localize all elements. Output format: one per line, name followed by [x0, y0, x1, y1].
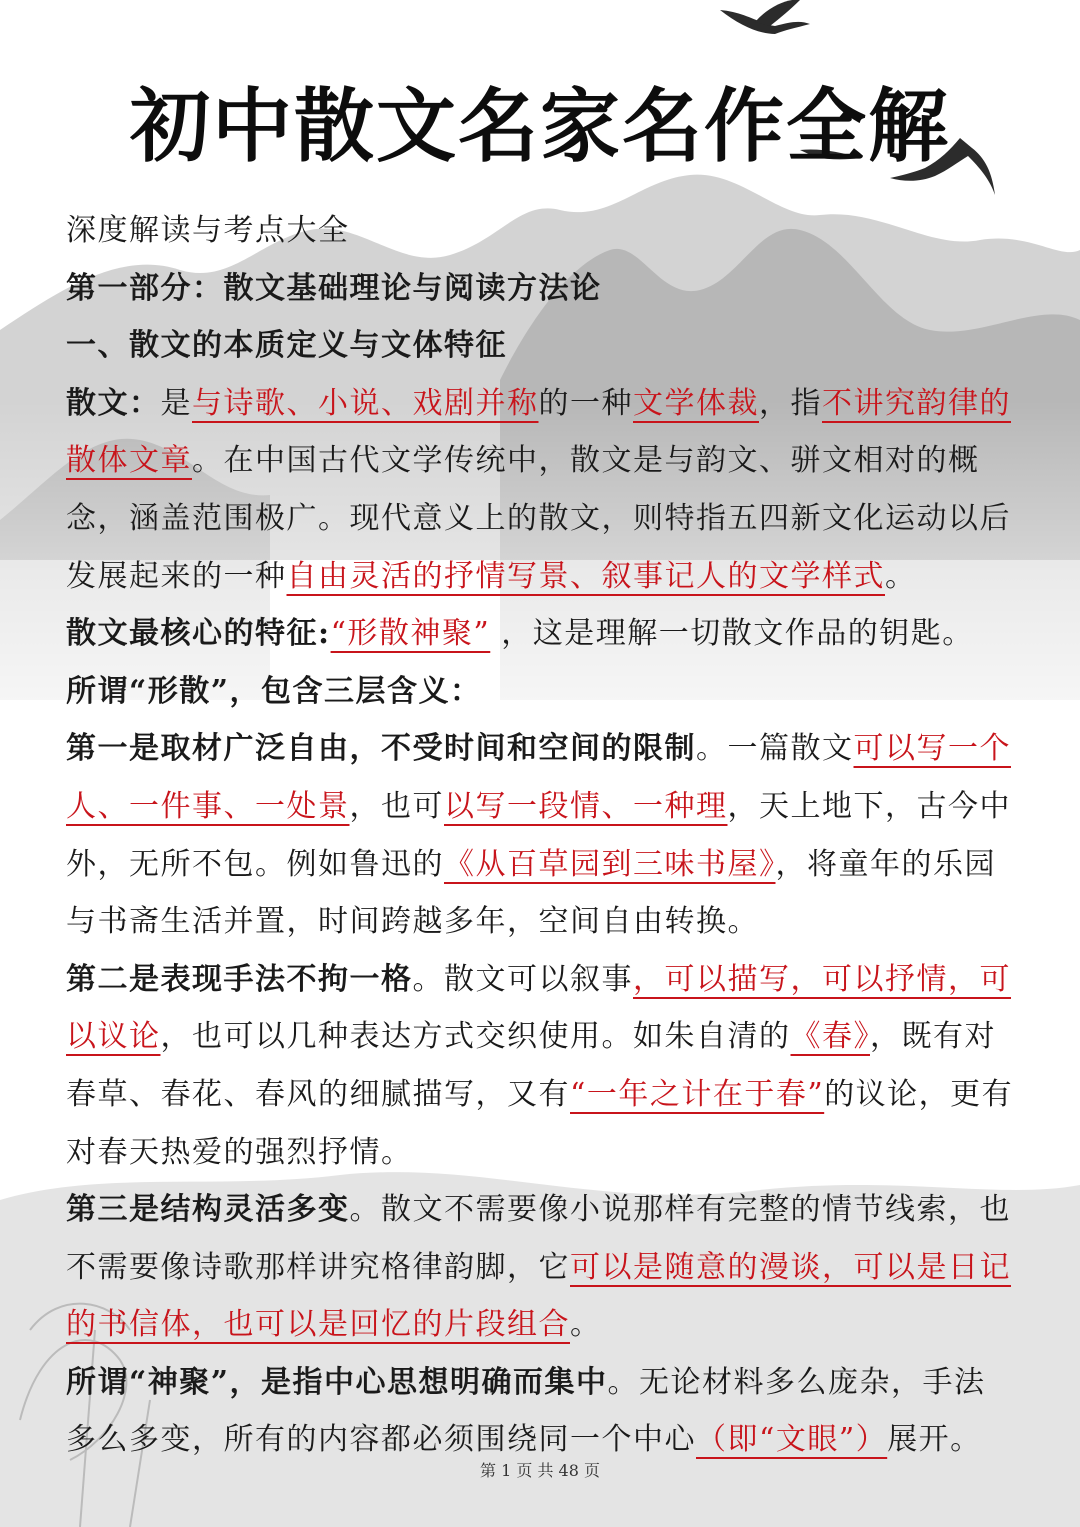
paragraph-definition: [66, 375, 1016, 605]
highlight: 《春》: [790, 1019, 870, 1055]
text: 。: [570, 1307, 602, 1343]
text: 的一种: [538, 385, 633, 421]
text: 。无论材料多么庞杂，手法多么多变，所有的内容都必须围绕同一个中心: [66, 1364, 986, 1458]
text: ，也可: [349, 788, 444, 824]
highlight: 文学体裁: [633, 385, 759, 421]
section-heading: 一、散文的本质定义与文体特征: [66, 328, 507, 364]
highlight: （即“文眼”）: [696, 1422, 888, 1458]
footer-pre: 第: [479, 1461, 496, 1480]
footer-mid: 页 共: [516, 1461, 554, 1480]
paragraph-core-feature: [66, 605, 1016, 663]
text: ，指: [759, 385, 822, 421]
text: 展开。: [887, 1422, 982, 1458]
highlight: 以写一段情、一种理: [444, 788, 728, 824]
highlight: ，可以描写，可以抒情，可以议论: [66, 961, 1011, 1055]
paragraph-shenju: [66, 1354, 1016, 1469]
text: 。: [885, 558, 917, 594]
highlight: 与诗歌、小说、戏剧并称: [192, 385, 539, 421]
subtitle: 深度解读与考点大全: [66, 213, 350, 248]
text: 。一篇散文: [696, 731, 854, 767]
paragraph-second: [66, 951, 1016, 1181]
text: 的议论，更有对春天热爱的强烈抒情。: [66, 1076, 1014, 1170]
text: ，也可以几种表达方式交织使用。如朱自清的: [160, 1019, 791, 1055]
page-footer: [0, 1458, 1080, 1481]
highlight: 自由灵活的抒情写景、叙事记人的文学样式: [286, 558, 885, 594]
para-lead: 散文：: [66, 385, 161, 421]
para-lead: 第二是表现手法不拘一格: [66, 961, 413, 997]
highlight: 可以是随意的漫谈，可以是日记的书信体，也可以是回忆的片段组合: [66, 1249, 1011, 1343]
para-lead: 散文最核心的特征:: [66, 616, 331, 652]
paragraph-first: [66, 720, 1016, 950]
text: ，这是理解一切散文作品的钥匙。: [490, 616, 974, 652]
highlight: 可以写一个人、一件事、一处景: [66, 731, 1011, 824]
text: ，天上地下，古今中外，无所不包。例如鲁迅的: [66, 788, 1011, 882]
document-body: [66, 202, 1016, 1469]
paragraph-xingsan-intro: 所谓“形散”，包含三层含义：: [66, 673, 482, 709]
highlight: “一年之计在于春”: [570, 1076, 825, 1112]
text: 。在中国古代文学传统中，散文是与韵文、骈文相对的概念，涵盖范围极广。现代意义上的散文，则特指五四新文化运动以后发展起来的一种: [66, 443, 1011, 594]
text: 是: [160, 385, 192, 421]
para-lead: 第一是取材广泛自由，不受时间和空间的限制: [66, 731, 696, 767]
text: ，既有对春草、春花、春风的细腻描写，又有: [66, 1019, 996, 1112]
page-total: 48: [558, 1461, 579, 1480]
part-heading: 第一部分：散文基础理论与阅读方法论: [66, 270, 602, 306]
text: ，将童年的乐园与书斋生活并置，时间跨越多年，空间自由转换。: [66, 846, 996, 940]
para-lead: 所谓“神聚”，是指中心思想明确而集中: [66, 1364, 608, 1400]
page-number: 1: [501, 1461, 512, 1480]
para-lead: 第三是结构灵活多变: [66, 1192, 350, 1228]
highlight: “形散神聚”: [330, 616, 491, 652]
highlight: 不讲究韵律的散体文章: [66, 385, 1011, 479]
highlight: 《从百草园到三味书屋》: [444, 846, 776, 882]
text: 。散文可以叙事: [412, 961, 633, 997]
document-title: 初中散文名家名作全解: [130, 79, 950, 173]
text: 。散文不需要像小说那样有完整的情节线索，也不需要像诗歌那样讲究格律韵脚，它: [66, 1192, 1011, 1285]
footer-post: 页: [584, 1461, 601, 1480]
paragraph-third: [66, 1181, 1016, 1354]
